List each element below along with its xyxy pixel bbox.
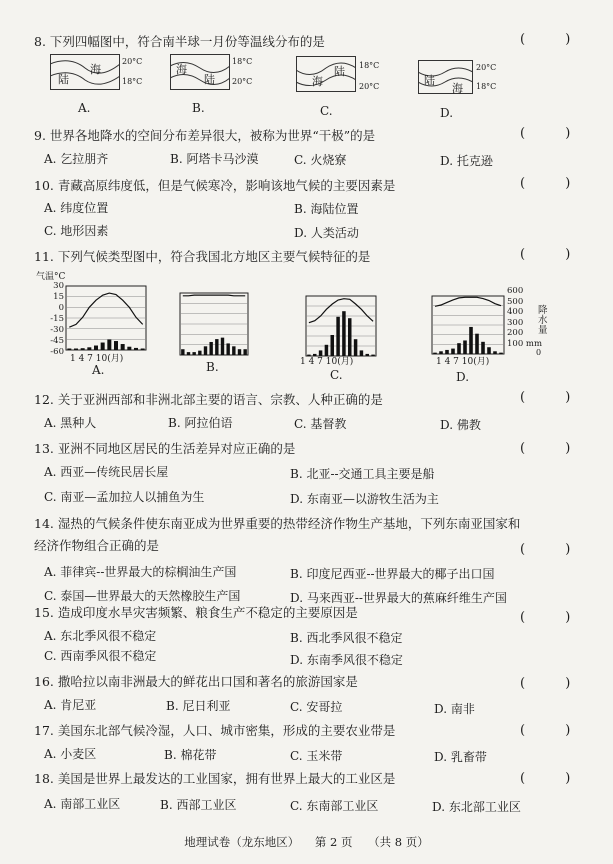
question-16-stem: 16. 撒哈拉以南非洲最大的鲜花出口国和著名的旅游国家是: [34, 674, 358, 689]
precip-bar: [243, 349, 246, 355]
temperature-line: [183, 295, 245, 296]
q16-option-d[interactable]: D. 南非: [434, 702, 475, 716]
precip-tick: 300: [507, 317, 524, 328]
precip-bar: [209, 342, 212, 355]
q14-option-a[interactable]: A. 菲律宾--世界最大的棕榈油生产国: [44, 565, 237, 579]
q12-option-c[interactable]: C. 基督教: [294, 417, 347, 431]
precip-bar: [127, 347, 131, 350]
question-17-stem: 17. 美国东北部气候冷湿，人口、城市密集，形成的主要农业带是: [34, 723, 396, 738]
chart-a-xticks: 1 4 7 10(月): [70, 354, 124, 364]
precip-bar: [348, 318, 352, 356]
precip-tick: 100 mm: [507, 338, 543, 349]
fig-d-sea: 海: [452, 82, 463, 95]
precip-bar: [331, 335, 335, 356]
q12-option-a[interactable]: A. 黑种人: [44, 416, 97, 430]
fig-a-sea: 海: [90, 63, 101, 76]
q14-option-b[interactable]: B. 印度尼西亚--世界最大的椰子出口国: [290, 567, 495, 581]
precip-bar: [187, 352, 190, 355]
temp-tick: 15: [53, 292, 64, 302]
q15-option-a[interactable]: A. 东北季风很不稳定: [44, 629, 157, 643]
answer-paren-12[interactable]: ( ): [520, 390, 589, 405]
temperature-line: [435, 297, 501, 306]
fig-b-land: 陆: [204, 73, 215, 86]
q10-option-d[interactable]: D. 人类活动: [294, 226, 359, 240]
precip-bar: [215, 339, 218, 355]
fig-c-sea: 海: [312, 75, 323, 88]
q16-option-a[interactable]: A. 肯尼亚: [44, 698, 97, 712]
precip-bar: [342, 311, 346, 356]
precip-bar: [81, 348, 85, 350]
fig-a-t2: 18°C: [122, 77, 143, 86]
temp-tick: 0: [58, 303, 64, 313]
question-9-stem: 9. 世界各地降水的空间分布差异很大，被称为世界“干极”的是: [34, 128, 376, 143]
fig-c-land: 陆: [334, 65, 345, 78]
precip-bar: [94, 346, 98, 350]
precip-bar: [487, 347, 491, 354]
fig-d-t2: 18°C: [476, 82, 497, 91]
q15-option-c[interactable]: C. 西南季风很不稳定: [44, 649, 157, 663]
precip-bar: [87, 347, 91, 350]
answer-paren-14[interactable]: ( ): [520, 542, 589, 557]
temp-tick: 30: [53, 281, 64, 291]
question-13-stem: 13. 亚洲不同地区居民的生活差异对应正确的是: [34, 441, 296, 456]
answer-paren-18[interactable]: ( ): [520, 771, 589, 786]
precip-tick: 600: [507, 286, 524, 296]
q18-option-c[interactable]: C. 东南部工业区: [290, 799, 379, 813]
temp-axis-title: 气温°C: [36, 272, 66, 282]
fig-b-sea: 海: [176, 63, 187, 76]
q18-option-b[interactable]: B. 西部工业区: [160, 798, 237, 812]
q17-option-c[interactable]: C. 玉米带: [290, 749, 343, 763]
q13-option-d[interactable]: D. 东南亚—以游牧生活为主: [290, 492, 439, 506]
page-footer: [0, 834, 613, 850]
temperature-line: [309, 299, 373, 323]
q14-option-d[interactable]: D. 马来西亚--世界最大的蕉麻纤维生产国: [290, 591, 507, 605]
precip-bar: [134, 348, 138, 350]
precip-bar: [226, 343, 229, 355]
q9-option-c[interactable]: C. 火烧寮: [294, 153, 347, 167]
q18-option-d[interactable]: D. 东北部工业区: [432, 800, 521, 814]
precip-bar: [493, 351, 497, 354]
q9-option-b[interactable]: B. 阿塔卡马沙漠: [170, 152, 259, 166]
precip-bar: [192, 352, 195, 355]
q12-option-b[interactable]: B. 阿拉伯语: [168, 416, 233, 430]
fig-c-t1: 18°C: [359, 61, 380, 70]
question-14-stem-line2: 经济作物组合正确的是: [34, 538, 160, 553]
q8-option-d[interactable]: D.: [440, 106, 454, 120]
q13-option-c[interactable]: C. 南亚—孟加拉人以捕鱼为生: [44, 490, 205, 504]
q17-option-b[interactable]: B. 棉花带: [164, 748, 217, 762]
climate-charts: [0, 0, 613, 380]
answer-paren-17[interactable]: ( ): [520, 723, 589, 738]
fig-a-t1: 20°C: [122, 57, 143, 66]
question-18-stem: 18. 美国是世界上最发达的工业国家，拥有世界上最大的工业区是: [34, 771, 396, 786]
q11-option-d[interactable]: D.: [456, 370, 470, 384]
q14-option-c[interactable]: C. 泰国—世界最大的天然橡胶生产国: [44, 589, 241, 603]
precip-bar: [366, 354, 370, 356]
answer-paren-13[interactable]: ( ): [520, 441, 589, 456]
temp-tick: -30: [50, 325, 64, 335]
precip-bar: [204, 346, 207, 355]
precip-axis-title: 降 水 量: [538, 305, 548, 336]
question-15-stem: 15. 造成印度水旱灾害频繁、粮食生产不稳定的主要原因是: [34, 605, 358, 620]
precip-bar: [121, 344, 125, 350]
precip-bar: [238, 349, 241, 355]
fig-a-land: 陆: [58, 73, 69, 86]
q9-option-a[interactable]: A. 乞拉朋齐: [44, 152, 109, 166]
precip-bar: [198, 351, 201, 355]
answer-paren-16[interactable]: ( ): [520, 676, 589, 691]
q13-option-b[interactable]: B. 北亚--交通工具主要是船: [290, 467, 435, 481]
q15-option-b[interactable]: B. 西北季风很不稳定: [290, 631, 403, 645]
q10-option-a[interactable]: A. 纬度位置: [44, 201, 109, 215]
precip-bar: [499, 353, 503, 354]
precip-bar: [481, 342, 485, 354]
precip-bar: [463, 340, 467, 354]
question-8-stem: 8. 下列四幅图中，符合南半球一月份等温线分布的是: [34, 34, 325, 49]
q11-option-a[interactable]: A.: [92, 363, 105, 377]
q11-option-b[interactable]: B.: [206, 360, 219, 374]
q10-option-b[interactable]: B. 海陆位置: [294, 202, 359, 216]
q16-option-b[interactable]: B. 尼日利亚: [166, 699, 231, 713]
footer-page: 第 2 页: [314, 835, 353, 849]
footer-subject: 地理试卷（龙东地区）: [184, 835, 300, 849]
q10-option-c[interactable]: C. 地形因素: [44, 224, 109, 238]
precip-bar: [181, 349, 184, 355]
q8-option-a[interactable]: A.: [78, 101, 91, 115]
question-11-stem: 11. 下列气候类型图中，符合我国北方地区主要气候特征的是: [34, 249, 371, 264]
footer-total: （共 8 页）: [368, 835, 429, 849]
fig-b-t1: 18°C: [232, 57, 253, 66]
fig-d-land: 陆: [424, 74, 435, 87]
q12-option-d[interactable]: D. 佛教: [440, 418, 481, 432]
question-14-stem: 14. 湿热的气候条件使东南亚成为世界重要的热带经济作物生产基地，下列东南亚国家和: [34, 516, 521, 531]
fig-d-t1: 20°C: [476, 63, 497, 72]
temp-tick: -45: [50, 336, 64, 346]
q11-option-c[interactable]: C.: [330, 368, 343, 382]
precip-bar: [457, 343, 461, 354]
temp-tick: -60: [50, 347, 64, 357]
precip-tick: 500: [507, 296, 524, 307]
precip-bar: [360, 350, 364, 356]
q18-option-a[interactable]: A. 南部工业区: [44, 797, 121, 811]
question-10-stem: 10. 青藏高原纬度低，但是气候寒冷，影响该地气候的主要因素是: [34, 178, 396, 193]
precip-bar: [141, 349, 145, 350]
precip-bar: [371, 355, 375, 356]
q13-option-a[interactable]: A. 西亚—传统民居长屋: [44, 465, 169, 479]
precip-bar: [469, 327, 473, 354]
precip-bar: [67, 349, 71, 350]
answer-paren-8[interactable]: ( ): [520, 32, 589, 47]
precip-bar: [475, 334, 479, 354]
answer-paren-15[interactable]: ( ): [520, 610, 589, 625]
chart-d-xticks: 1 4 7 10(月): [436, 357, 490, 367]
precip-bar: [114, 341, 118, 350]
precip-bar: [232, 346, 235, 355]
fig-c-t2: 20°C: [359, 82, 380, 91]
q15-option-d[interactable]: D. 东南季风很不稳定: [290, 653, 403, 667]
temperature-line: [69, 293, 142, 327]
question-12-stem: 12. 关于亚洲西部和非洲北部主要的语言、宗教、人种正确的是: [34, 392, 383, 407]
precip-bar: [74, 349, 78, 350]
fig-b-t2: 20°C: [232, 77, 253, 86]
precip-bar: [107, 340, 111, 350]
q8-option-c[interactable]: C.: [320, 104, 333, 118]
precip-tick: 200: [507, 328, 524, 338]
q17-option-d[interactable]: D. 乳畜带: [434, 750, 487, 764]
precip-bar: [221, 338, 224, 355]
answer-paren-9[interactable]: ( ): [520, 126, 589, 141]
precip-bar: [101, 343, 105, 350]
precip-tick: 400: [507, 307, 524, 317]
precip-zero: 0: [536, 348, 542, 357]
precip-bar: [354, 339, 358, 356]
answer-paren-11[interactable]: ( ): [520, 247, 589, 262]
q16-option-c[interactable]: C. 安哥拉: [290, 700, 343, 714]
answer-paren-10[interactable]: ( ): [520, 176, 589, 191]
precip-bar: [336, 317, 340, 356]
q8-option-b[interactable]: B.: [192, 101, 205, 115]
chart-c-xticks: 1 4 7 10(月): [300, 357, 354, 367]
q9-option-d[interactable]: D. 托克逊: [440, 154, 493, 168]
q17-option-a[interactable]: A. 小麦区: [44, 747, 97, 761]
temp-tick: -15: [50, 314, 64, 324]
